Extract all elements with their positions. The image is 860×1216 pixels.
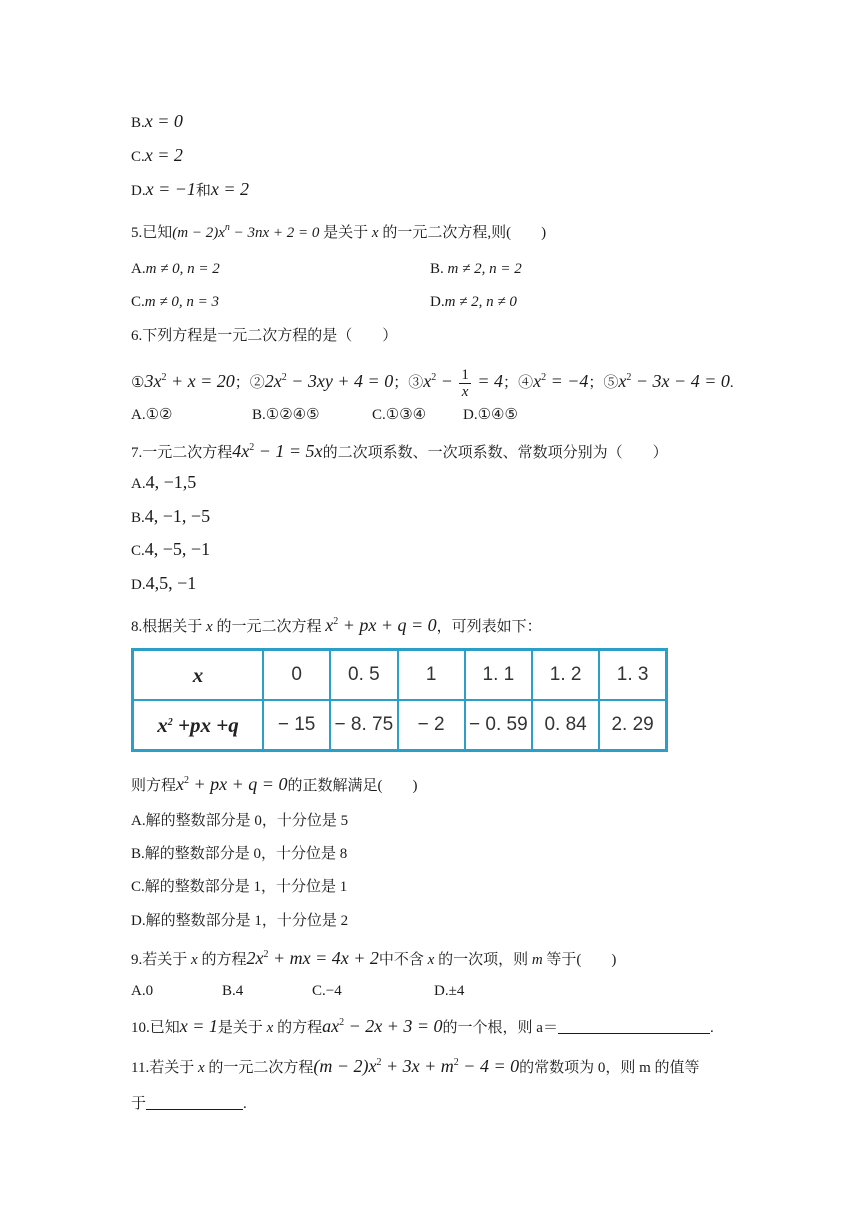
q4-option-d (131, 178, 249, 202)
q10-stem (131, 1012, 714, 1039)
option-text: m ≠ 2, n ≠ 0 (444, 294, 517, 310)
option-label: B. (131, 510, 145, 526)
question-prefix: 11.若关于 (131, 1060, 198, 1076)
q8-option-c: C.解的整数部分是 1，十分位是 1 (131, 879, 348, 895)
q8-option-b: B.解的整数部分是 0，十分位是 8 (131, 846, 348, 862)
table-cell: 1. 1 (465, 650, 532, 701)
exponent: 2 (431, 372, 437, 383)
table-cell: 0 (263, 650, 330, 701)
q8-option-d: D.解的整数部分是 1，十分位是 2 (131, 913, 349, 929)
q5-stem (131, 217, 546, 244)
math-expression: + mx = 4x + 2 (268, 948, 379, 968)
table-cell: 1. 3 (599, 650, 666, 701)
question-text: 是关于 (217, 1020, 267, 1036)
math-expression: + 3x + m (381, 1056, 454, 1076)
option-text: m ≠ 2, n = 2 (447, 261, 522, 277)
q11-stem (131, 1052, 700, 1079)
q5-option-a (131, 258, 220, 280)
q9-option-a: A.0 (131, 983, 154, 999)
table-header-x: x (133, 650, 264, 701)
math-expression: = −4 (546, 371, 589, 391)
circled-number: ① (131, 375, 145, 391)
exponent: 2 (453, 1057, 459, 1068)
variable: m (531, 952, 543, 968)
math-expression: x (325, 615, 334, 635)
q5-option-d (430, 291, 517, 313)
q8-stem (131, 611, 542, 638)
option-label: B. (430, 261, 444, 277)
math-expression: 2x (264, 371, 282, 391)
fraction-numerator: 1 (461, 367, 469, 384)
q6-option-c: C.①③④ (372, 407, 427, 423)
option-label: D. (131, 183, 146, 199)
option-text: 4, −1,5 (145, 472, 197, 492)
question-text: 的一次项，则 (434, 952, 532, 968)
question-text: 的方程 (197, 952, 247, 968)
table-row (133, 650, 667, 701)
q8-followup (131, 770, 417, 797)
q5-option-b (430, 258, 522, 280)
exponent: 2 (626, 372, 632, 383)
exponent: 2 (263, 949, 269, 960)
q7-option-b (131, 505, 210, 529)
table-cell: 1 (398, 650, 465, 701)
exponent: n (224, 222, 230, 233)
conjunction: 和 (195, 183, 211, 199)
question-prefix: 9.若关于 (131, 952, 192, 968)
punctuation: . (243, 1096, 247, 1112)
question-text: 中不含 (378, 952, 428, 968)
math-expression: x = 2 (144, 145, 183, 165)
math-expression: − 4 = 0 (458, 1056, 520, 1076)
question-text: 是关于 (319, 225, 372, 241)
q7-option-a (131, 471, 196, 495)
table-row (133, 700, 667, 751)
math-expression: 4x (232, 441, 250, 461)
variable: x (206, 619, 213, 635)
exponent: 2 (376, 1057, 382, 1068)
option-label: C. (131, 294, 145, 310)
circled-number: ④ (518, 375, 534, 391)
exponent: 2 (541, 372, 547, 383)
exponent: 2 (161, 372, 167, 383)
exponent: 2 (281, 372, 287, 383)
question-text: 的一元二次方程 (212, 619, 326, 635)
punctuation: . (709, 1020, 714, 1036)
option-label: C. (131, 543, 145, 559)
question-text: 的二次项系数、一次项系数、常数项分别为（ ） (322, 445, 668, 461)
q9-stem (131, 944, 616, 971)
math-expression: − (436, 371, 458, 391)
exponent: 2 (339, 1017, 345, 1028)
option-text: 4, −1, −5 (144, 506, 211, 526)
q9-option-d: D.±4 (434, 983, 465, 999)
answer-blank[interactable] (558, 1017, 710, 1034)
circled-number: ⑤ (603, 375, 619, 391)
table-cell: 0. 5 (330, 650, 397, 701)
option-label: B. (131, 115, 145, 131)
q7-stem (131, 437, 668, 464)
table-cell: 1. 2 (532, 650, 599, 701)
fraction (459, 367, 471, 400)
separator: ； (393, 375, 409, 391)
math-expression: x = 1 (179, 1016, 218, 1036)
question-text: 的一个根，则 a＝ (442, 1020, 558, 1036)
question-text: 于 (131, 1096, 147, 1112)
table-header-expression (133, 700, 264, 751)
option-label: A. (131, 261, 146, 277)
answer-blank[interactable] (146, 1093, 243, 1110)
option-label: C. (131, 149, 145, 165)
math-expression: x = −1 (145, 179, 196, 199)
math-expression: − 3xy + 4 = 0 (286, 371, 394, 391)
math-expression: − 1 = 5x (254, 441, 323, 461)
question-text: 的常数项为 0，则 m 的值等 (519, 1060, 700, 1076)
question-text: 的一元二次方程,则( ) (378, 225, 547, 241)
separator: ； (234, 375, 250, 391)
option-label: D. (131, 577, 146, 593)
question-text: 则方程 (131, 778, 177, 794)
question-text: ，可列表如下： (436, 619, 542, 635)
table-cell: − 15 (263, 700, 330, 751)
exponent: 2 (333, 616, 339, 627)
table-cell: 2. 29 (599, 700, 666, 751)
option-text: 4,5, −1 (145, 573, 197, 593)
math-expression: − 3nx + 2 = 0 (229, 225, 320, 241)
q6-stem: 6.下列方程是一元二次方程的是（ ） (131, 328, 398, 344)
math-expression: x (618, 371, 627, 391)
q6-option-b: B.①②④⑤ (252, 407, 320, 423)
math-expression: = 4 (472, 371, 504, 391)
punctuation: . (729, 375, 734, 391)
math-expression: − 3x − 4 = 0 (631, 371, 730, 391)
q5-option-c (131, 291, 219, 313)
option-label: D. (430, 294, 445, 310)
q6-option-d: D.①④⑤ (463, 407, 518, 423)
variable: x (427, 952, 435, 968)
q8-option-a: A.解的整数部分是 0，十分位是 5 (131, 813, 349, 829)
math-expression: + px + q = 0 (189, 774, 288, 794)
table-cell: 0. 84 (532, 700, 599, 751)
table-cell: − 2 (398, 700, 465, 751)
fraction-denominator: x (461, 384, 469, 401)
variable: x (266, 1020, 274, 1036)
question-text: 的方程 (273, 1020, 323, 1036)
math-expression: x = 2 (210, 179, 250, 199)
q9-option-b: B.4 (222, 983, 244, 999)
q6-option-a: A.①② (131, 407, 173, 423)
question-prefix: 8.根据关于 (131, 619, 207, 635)
math-expression: (m − 2)x (172, 225, 225, 241)
q6-equations (131, 360, 734, 401)
math-expression: + x = 20 (166, 371, 235, 391)
q7-option-d (131, 572, 196, 596)
header-text: +px +q (172, 712, 239, 737)
math-expression: x (176, 774, 185, 794)
math-expression: 2x (246, 948, 264, 968)
math-expression: (m − 2)x (313, 1056, 377, 1076)
option-text: m ≠ 0, n = 3 (144, 294, 219, 310)
math-expression: ax (322, 1016, 340, 1036)
option-label: A. (131, 476, 146, 492)
q4-option-c (131, 144, 183, 168)
question-prefix: 10.已知 (131, 1020, 180, 1036)
variable: x (191, 952, 198, 968)
math-expression: + px + q = 0 (338, 615, 437, 635)
question-text: 等于( ) (542, 952, 617, 968)
q4-option-b (131, 110, 183, 134)
math-expression: x (533, 371, 542, 391)
exponent: 2 (167, 716, 173, 728)
exponent: 2 (249, 442, 255, 453)
table-cell: − 0. 59 (465, 700, 532, 751)
option-text: 4, −5, −1 (144, 539, 211, 559)
variable: x (197, 1060, 205, 1076)
q11-stem-continued (131, 1093, 247, 1115)
math-expression: 3x (144, 371, 162, 391)
exponent: 2 (184, 775, 190, 786)
variable: x (371, 225, 379, 241)
circled-number: ③ (408, 375, 424, 391)
value-table (131, 648, 668, 752)
q7-option-c (131, 538, 210, 562)
option-text: m ≠ 0, n = 2 (145, 261, 220, 277)
question-text: 的一元二次方程 (204, 1060, 314, 1076)
separator: ； (588, 375, 604, 391)
circled-number: ② (249, 375, 265, 391)
math-expression: x (423, 371, 432, 391)
q9-option-c: C.−4 (312, 983, 342, 999)
question-text: 的正数解满足( ) (287, 778, 418, 794)
math-expression: − 2x + 3 = 0 (344, 1016, 443, 1036)
question-prefix: 5.已知 (131, 225, 173, 241)
math-expression: x = 0 (144, 111, 183, 131)
table-cell: − 8. 75 (330, 700, 397, 751)
header-text: x (157, 712, 168, 737)
question-prefix: 7.一元二次方程 (131, 445, 233, 461)
separator: ； (503, 375, 519, 391)
